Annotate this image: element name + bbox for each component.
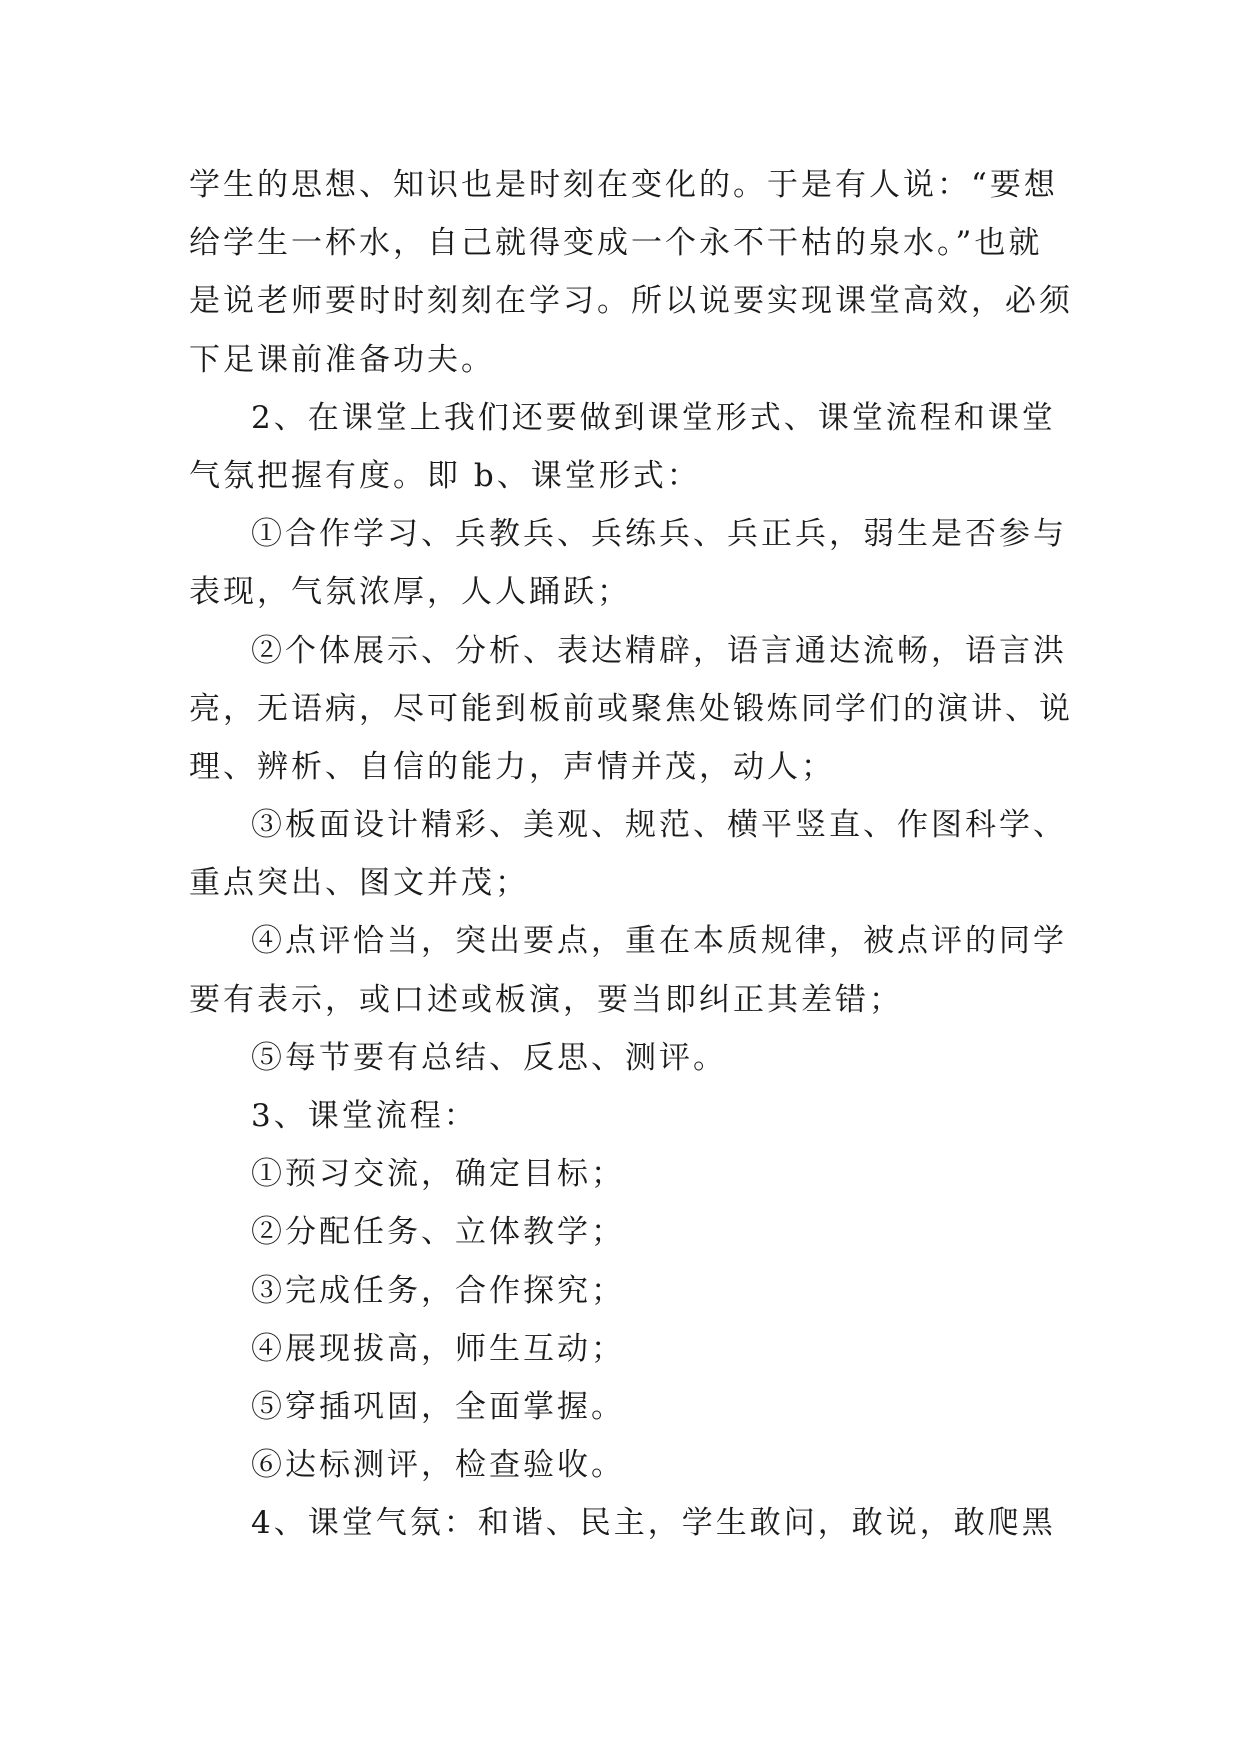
text-line: 理、辨析、自信的能力，声情并茂，动人； [189, 748, 835, 785]
text-line: ①合作学习、兵教兵、兵练兵、兵正兵，弱生是否参与 [251, 516, 1067, 553]
text-line: 重点突出、图文并茂； [189, 865, 529, 902]
text-line: ②分配任务、立体教学； [251, 1214, 625, 1251]
text-line: 给学生一杯水，自己就得变成一个永不干枯的泉水。”也就 [189, 225, 1043, 262]
text-line: 表现，气氛浓厚，人人踊跃； [189, 574, 631, 611]
text-line: 要有表示，或口述或板演，要当即纠正其差错； [189, 981, 903, 1018]
text-line: ④点评恰当，突出要点，重在本质规律，被点评的同学 [251, 923, 1067, 960]
document-body [189, 156, 1073, 1553]
text-line: 是说老师要时时刻刻在学习。所以说要实现课堂高效，必须 [189, 283, 1073, 320]
text-line: 2、在课堂上我们还要做到课堂形式、课堂流程和课堂 [251, 399, 1056, 436]
text-line: ③板面设计精彩、美观、规范、横平竖直、作图科学、 [251, 807, 1067, 844]
text-line: ④展现拔高，师生互动； [251, 1330, 625, 1367]
text-line: 学生的思想、知识也是时刻在变化的。于是有人说：“要想 [189, 167, 1058, 203]
text-line: ⑤每节要有总结、反思、测评。 [251, 1039, 727, 1076]
text-line: 下足课前准备功夫。 [189, 341, 495, 378]
text-line: ②个体展示、分析、表达精辟，语言通达流畅，语言洪 [251, 632, 1067, 669]
text-line: 亮，无语病，尽可能到板前或聚焦处锻炼同学们的演讲、说 [189, 690, 1073, 727]
text-line: ⑥达标测评，检查验收。 [251, 1447, 625, 1484]
text-line: ③完成任务，合作探究； [251, 1272, 625, 1309]
text-line: 3、课堂流程： [251, 1098, 478, 1134]
text-line: 气氛把握有度。即 b、课堂形式： [189, 457, 701, 494]
text-line: ⑤穿插巩固，全面掌握。 [251, 1388, 625, 1425]
text-line: 4、课堂气氛：和谐、民主，学生敢问，敢说，敢爬黑 [251, 1505, 1056, 1542]
text-line: ①预习交流，确定目标； [251, 1156, 625, 1193]
